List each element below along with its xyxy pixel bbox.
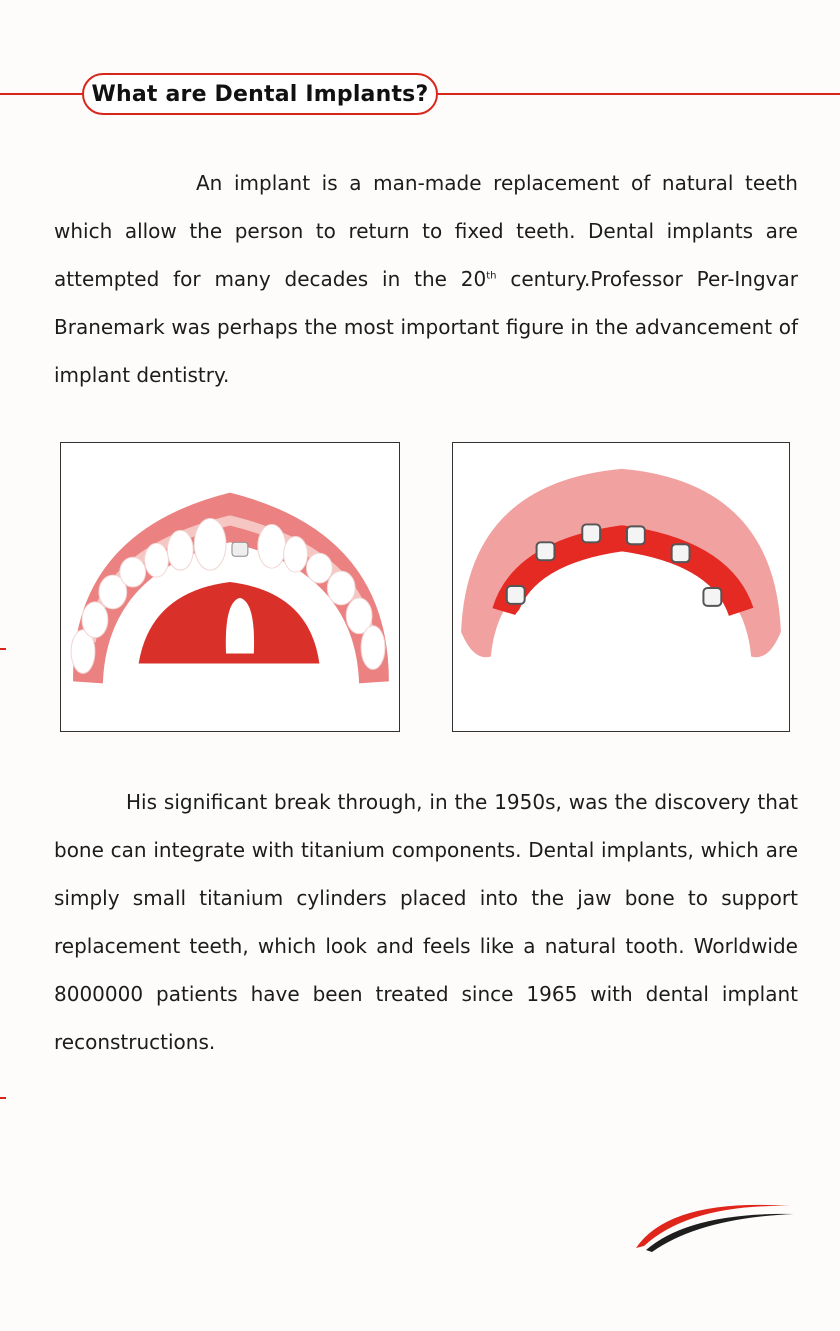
ordinal-suffix: th — [486, 270, 497, 282]
intro-paragraph — [54, 159, 798, 399]
brand-swoosh-logo — [630, 1188, 800, 1252]
margin-mark — [0, 1097, 6, 1099]
jaw-illustration-right — [453, 443, 789, 731]
heading-rule-right — [438, 93, 840, 95]
intro-text-end: century.Professor Per-Ingvar Branemark was perhaps the most important figure in the advancement of implant dentistry. — [54, 267, 798, 387]
jaw-illustration-left — [61, 443, 399, 731]
page-title: What are Dental Implants? — [91, 81, 429, 107]
margin-mark — [0, 648, 6, 650]
history-text: His significant break through, in the 1950s, was the discovery that bone can integrate with titanium components. Dental implants, which are simply small titanium cylinders placed into the jaw bone to support replacement teeth, which look and feels like a natural tooth. Worldwide 8000000 patients have been treated since 1965 with dental implant reconstructions. — [54, 790, 798, 1054]
jaw-photo-missing-tooth — [60, 442, 400, 732]
heading-rule-left — [0, 93, 86, 95]
heading-banner — [82, 73, 438, 115]
jaw-photo-multiple-implants — [452, 442, 790, 732]
intro-text-start: An implant is a man-made replacement of natural teeth which allow the person to return to fixed teeth. Dental implants are attempted for many decades in the 20 — [54, 171, 798, 291]
history-paragraph — [54, 778, 798, 1066]
